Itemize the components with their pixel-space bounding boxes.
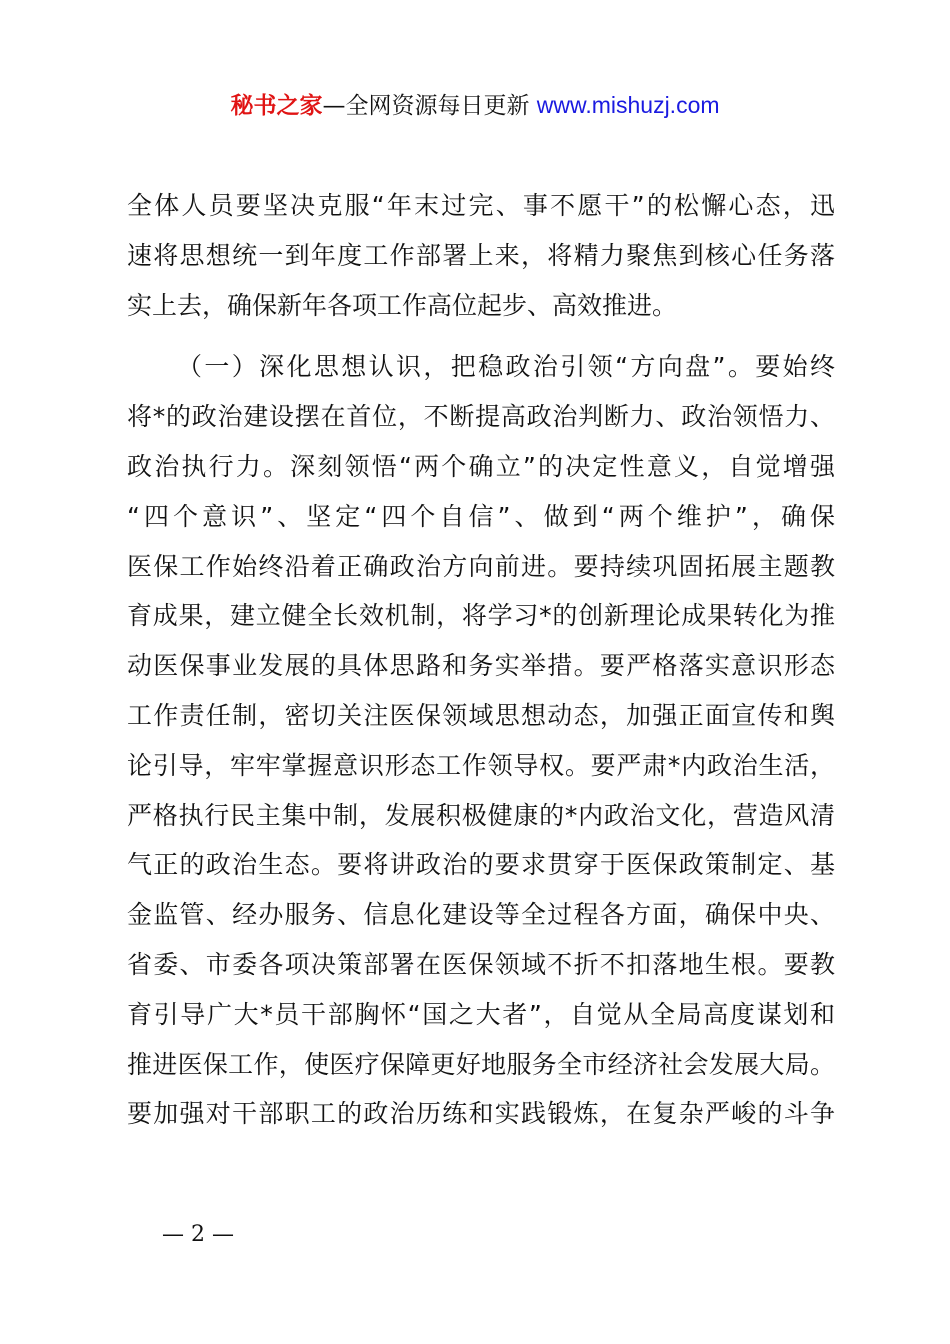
text-line: 全体人员要坚决克服“年末过完、事不愿干”的松懈心态，迅 bbox=[127, 191, 835, 220]
page-number: — 2 — bbox=[162, 1222, 234, 1247]
site-url-link[interactable]: www.mishuzj.com bbox=[536, 92, 720, 118]
brand-name: 秘书之家 bbox=[230, 93, 323, 119]
text-line: 气正的政治生态。要将讲政治的要求贯穿于医保政策制定、基 bbox=[127, 850, 835, 880]
text-line: 政治执行力。深刻领悟“两个确立”的决定性意义，自觉增强 bbox=[127, 451, 835, 481]
page-header bbox=[0, 88, 950, 123]
text-line: 工作责任制，密切关注医保领域思想动态，加强正面宣传和舆 bbox=[127, 700, 835, 730]
text-line: 医保工作始终沿着正确政治方向前进。要持续巩固拓展主题教 bbox=[127, 551, 835, 581]
text-line: 金监管、经办服务、信息化建设等全过程各方面，确保中央、 bbox=[127, 900, 835, 930]
text-line: 育引导广大*员干部胸怀“国之大者”，自觉从全局高度谋划和 bbox=[127, 999, 835, 1029]
header-tagline: —全网资源每日更新 bbox=[322, 93, 537, 119]
document-body bbox=[127, 181, 835, 1139]
text-line: 实上去，确保新年各项工作高位起步、高效推进。 bbox=[127, 290, 678, 320]
text-line: 省委、市委各项决策部署在医保领域不折不扣落地生根。要教 bbox=[127, 949, 835, 979]
text-line: （一）深化思想认识，把稳政治引领“方向盘”。要始终 bbox=[177, 352, 835, 382]
paragraph-2 bbox=[127, 342, 835, 1139]
text-line: 速将思想统一到年度工作部署上来，将精力聚焦到核心任务落 bbox=[127, 240, 835, 270]
text-line: 严格执行民主集中制，发展积极健康的*内政治文化，营造风清 bbox=[127, 800, 835, 830]
text-line: 育成果，建立健全长效机制，将学习*的创新理论成果转化为推 bbox=[127, 601, 835, 631]
text-line: “四个意识”、坚定“四个自信”、做到“两个维护”，确保 bbox=[127, 501, 835, 531]
text-line: 将*的政治建设摆在首位，不断提高政治判断力、政治领悟力、 bbox=[127, 402, 835, 432]
text-line: 推进医保工作，使医疗保障更好地服务全市经济社会发展大局。 bbox=[127, 1049, 835, 1079]
text-line: 动医保事业发展的具体思路和务实举措。要严格落实意识形态 bbox=[127, 651, 835, 681]
paragraph-1 bbox=[127, 181, 835, 330]
text-line: 论引导，牢牢掌握意识形态工作领导权。要严肃*内政治生活， bbox=[127, 750, 835, 780]
text-line: 要加强对干部职工的政治历练和实践锻炼，在复杂严峻的斗争 bbox=[127, 1099, 835, 1129]
